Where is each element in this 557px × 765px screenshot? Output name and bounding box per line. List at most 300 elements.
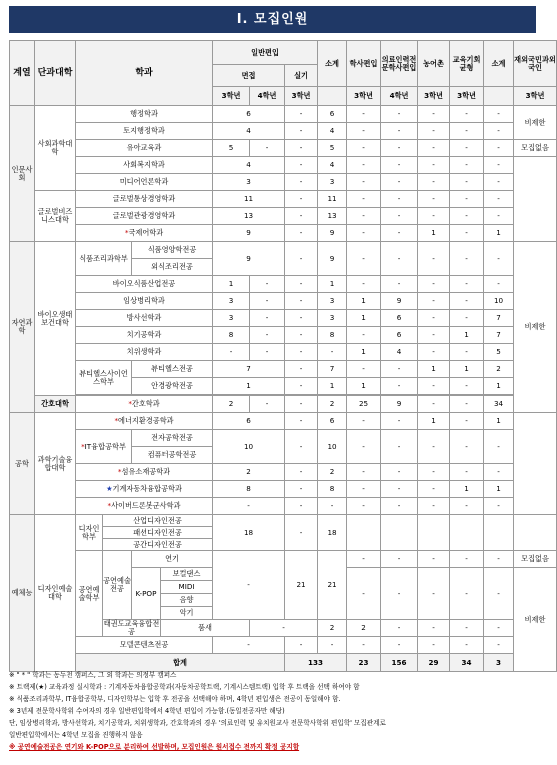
table-cell: 3 xyxy=(318,174,347,191)
table-cell: - xyxy=(381,242,418,276)
dept-cell: 글로벌통상경영학과 xyxy=(76,191,213,208)
table-cell: - xyxy=(213,498,285,515)
table-cell: 2 xyxy=(347,620,381,637)
table-cell: - xyxy=(484,498,514,515)
page-title: Ⅰ. 모집인원 xyxy=(9,6,536,33)
header-danggwa: 단과대학 xyxy=(35,41,76,106)
table-cell: - xyxy=(285,140,318,157)
major-cell: 공간디자인전공 xyxy=(103,539,213,551)
table-cell: 2 xyxy=(318,464,347,481)
table-cell: - xyxy=(347,157,381,174)
table-cell: 7 xyxy=(484,327,514,344)
table-cell: 3 xyxy=(318,310,347,327)
table-cell: - xyxy=(450,106,484,123)
table-cell: 18 xyxy=(318,515,347,551)
table-cell: 3 xyxy=(318,293,347,310)
table-cell: 1 xyxy=(418,361,450,378)
category-cell: 공학 xyxy=(10,413,35,515)
college-cell: 바이오생태보건대학 xyxy=(35,242,76,396)
table-cell: 9 xyxy=(213,242,285,276)
table-cell: 9 xyxy=(213,225,285,242)
table-cell: - xyxy=(285,413,318,430)
table-cell: 18 xyxy=(213,515,285,551)
table-cell: MIDI xyxy=(161,581,213,594)
table-cell: - xyxy=(347,568,381,620)
table-cell: 4 xyxy=(318,123,347,140)
table-cell: 연기 xyxy=(132,551,213,568)
header-gyeyeol: 계열 xyxy=(10,41,35,106)
table-cell: - xyxy=(418,276,450,293)
table-cell: 7 xyxy=(484,310,514,327)
table-cell: - xyxy=(250,310,285,327)
table-cell: - xyxy=(381,551,418,568)
table-cell: - xyxy=(450,242,484,276)
table-cell: - xyxy=(250,276,285,293)
note-line: ※ " * " 학과는 동두천 캠퍼스, 그 외 학과는 의정부 캠퍼스 xyxy=(9,671,177,679)
table-cell: - xyxy=(381,481,418,498)
header-sogye-blank xyxy=(318,87,347,106)
table-cell: 1 xyxy=(450,481,484,498)
table-cell: - xyxy=(450,293,484,310)
table-cell: - xyxy=(484,276,514,293)
note-cell: 비제한 xyxy=(514,568,557,672)
table-cell: - xyxy=(285,293,318,310)
table-cell: - xyxy=(381,106,418,123)
table-cell: 2 xyxy=(213,396,250,413)
total-value: 29 xyxy=(418,654,450,672)
table-cell: - xyxy=(347,276,381,293)
table-cell: - xyxy=(285,344,318,361)
header-y3: 3학년 xyxy=(514,87,557,106)
table-cell: 3 xyxy=(213,293,250,310)
table-cell: - xyxy=(347,481,381,498)
table-cell: 4 xyxy=(318,157,347,174)
table-cell: - xyxy=(418,620,450,637)
table-cell: - xyxy=(285,498,318,515)
major-cell: 패션디자인전공 xyxy=(103,527,213,539)
table-cell: - xyxy=(250,140,285,157)
table-cell: 1 xyxy=(450,361,484,378)
header-y3: 3학년 xyxy=(285,87,318,106)
table-cell: - xyxy=(418,310,450,327)
table-cell: 21 xyxy=(285,551,318,620)
table-cell: 6 xyxy=(318,106,347,123)
table-cell: 3 xyxy=(213,310,250,327)
table-cell: - xyxy=(381,191,418,208)
total-label: 합계 xyxy=(76,654,285,672)
table-cell: - xyxy=(484,106,514,123)
table-cell: - xyxy=(285,396,318,413)
table-cell: 1 xyxy=(347,344,381,361)
table-cell: - xyxy=(418,378,450,395)
table-cell: - xyxy=(250,327,285,344)
table-cell: - xyxy=(347,361,381,378)
table-cell: 4 xyxy=(213,157,285,174)
header-sogye-blank xyxy=(484,87,514,106)
table-cell: 13 xyxy=(318,208,347,225)
table-cell xyxy=(381,515,418,551)
header-sogye: 소계 xyxy=(318,41,347,87)
table-cell: 21 xyxy=(318,551,347,620)
table-cell: - xyxy=(450,276,484,293)
table-cell: 6 xyxy=(381,310,418,327)
table-cell: - xyxy=(484,174,514,191)
table-cell: - xyxy=(381,361,418,378)
table-cell: 9 xyxy=(381,396,418,413)
table-cell: - xyxy=(484,551,514,568)
dept-cell: 모델콘텐츠전공 xyxy=(76,637,213,654)
table-cell: - xyxy=(418,106,450,123)
header-hakgwa: 학과 xyxy=(76,41,213,106)
note-cell: 비제한 xyxy=(514,242,557,413)
table-cell: - xyxy=(450,208,484,225)
table-cell: - xyxy=(381,157,418,174)
table-cell: - xyxy=(381,225,418,242)
table-cell: - xyxy=(418,396,450,413)
college-cell: 글로벌비즈니스대학 xyxy=(35,191,76,242)
table-cell: - xyxy=(213,637,285,654)
table-cell: 8 xyxy=(213,327,250,344)
table-cell: - xyxy=(484,464,514,481)
table-cell: 5 xyxy=(318,140,347,157)
table-cell: 6 xyxy=(381,327,418,344)
table-cell: 4 xyxy=(213,123,285,140)
table-cell: - xyxy=(285,123,318,140)
header-y4: 4학년 xyxy=(250,87,285,106)
table-cell: - xyxy=(450,430,484,464)
category-cell: 자연과학 xyxy=(10,242,35,413)
major-cell: 식품영양학전공 xyxy=(132,242,213,259)
table-cell: - xyxy=(381,430,418,464)
table-cell: - xyxy=(450,191,484,208)
table-cell: - xyxy=(285,242,318,276)
dept-cell: *국제어학과 xyxy=(76,225,213,242)
table-cell: 2 xyxy=(484,361,514,378)
table-cell: - xyxy=(381,498,418,515)
table-cell: 음향 xyxy=(161,594,213,607)
table-cell: - xyxy=(318,637,347,654)
dept-cell: 치기공학과 xyxy=(76,327,213,344)
table-cell: 7 xyxy=(318,361,347,378)
table-cell: - xyxy=(347,637,381,654)
table-cell: - xyxy=(381,208,418,225)
table-cell: - xyxy=(250,344,285,361)
table-cell: - xyxy=(418,498,450,515)
total-value: 34 xyxy=(450,654,484,672)
table-cell: 2 xyxy=(213,464,285,481)
table-cell: - xyxy=(418,327,450,344)
table-cell: - xyxy=(250,293,285,310)
table-cell: - xyxy=(347,106,381,123)
header-y4: 4학년 xyxy=(381,87,418,106)
dept-cell: 치위생학과 xyxy=(76,344,213,361)
table-cell: 11 xyxy=(213,191,285,208)
dept-cell: 글로벌관광경영학과 xyxy=(76,208,213,225)
table-cell: K-POP xyxy=(132,568,161,620)
table-cell: 1 xyxy=(213,378,285,395)
table-cell: - xyxy=(285,430,318,464)
table-cell: 25 xyxy=(347,396,381,413)
table-cell: 악기 xyxy=(161,607,213,620)
dept-cell: *IT융합공학부 xyxy=(76,430,132,464)
table-cell: 8 xyxy=(318,327,347,344)
header-y3: 3학년 xyxy=(450,87,484,106)
table-cell: - xyxy=(381,123,418,140)
table-cell: - xyxy=(418,637,450,654)
table-cell: - xyxy=(347,208,381,225)
table-cell: - xyxy=(418,157,450,174)
table-cell: 4 xyxy=(381,344,418,361)
dept-cell: 디자인학부 xyxy=(76,515,103,551)
table-cell: - xyxy=(381,568,418,620)
category-cell: 인문사회 xyxy=(10,106,35,242)
major-cell: 공연예술전공 xyxy=(103,551,132,620)
table-cell: - xyxy=(285,276,318,293)
college-cell: 사회과학대학 xyxy=(35,106,76,191)
table-cell: 8 xyxy=(318,481,347,498)
table-cell: - xyxy=(347,242,381,276)
table-cell: - xyxy=(484,140,514,157)
table-cell: - xyxy=(347,551,381,568)
table-cell: - xyxy=(250,396,285,413)
header-uiryo: 의료인력전문학사편입 xyxy=(381,41,418,87)
table-cell: - xyxy=(347,174,381,191)
total-value: 3 xyxy=(484,654,514,672)
table-cell: - xyxy=(450,174,484,191)
table-cell: - xyxy=(450,344,484,361)
table-cell: 5 xyxy=(484,344,514,361)
major-cell: 안경광학전공 xyxy=(132,378,213,395)
table-cell: - xyxy=(450,551,484,568)
table-cell: - xyxy=(347,191,381,208)
table-cell: - xyxy=(450,310,484,327)
note-line: 단, 임상병리학과, 방사선학과, 치기공학과, 치위생학과, 간호학과의 경우 '의료인력 및 유치원교사 전문학사학위 편입학' 모집관계로 xyxy=(9,719,386,727)
table-cell: 6 xyxy=(213,413,285,430)
table-cell: - xyxy=(285,157,318,174)
table-cell: - xyxy=(450,498,484,515)
note-cell xyxy=(514,413,557,515)
table-cell: - xyxy=(347,413,381,430)
table-cell: 34 xyxy=(484,396,514,413)
table-cell: - xyxy=(418,208,450,225)
table-cell: - xyxy=(484,242,514,276)
table-cell: 1 xyxy=(450,327,484,344)
dept-cell: 식품조리과학부 xyxy=(76,242,132,276)
table-cell: - xyxy=(450,637,484,654)
note-line: ※ 트랙제(★) 교육과정 실시학과 : 기계자동차융합공학과(자동차공학트랙, 기계시스템트랙) 입학 후 트랙을 선택 하여야 함 xyxy=(9,683,360,691)
table-cell: - xyxy=(381,464,418,481)
table-cell: 11 xyxy=(318,191,347,208)
table-cell: 6 xyxy=(318,413,347,430)
table-cell: 1 xyxy=(484,378,514,395)
table-cell: - xyxy=(250,620,318,637)
table-cell: - xyxy=(381,276,418,293)
table-cell: 9 xyxy=(381,293,418,310)
table-cell: 1 xyxy=(213,276,250,293)
table-cell: - xyxy=(285,174,318,191)
table-cell: - xyxy=(285,464,318,481)
table-cell: - xyxy=(347,430,381,464)
table-cell: - xyxy=(418,174,450,191)
table-cell: - xyxy=(285,481,318,498)
table-cell: - xyxy=(381,620,418,637)
dept-cell: 바이오식품산업전공 xyxy=(76,276,213,293)
table-cell: - xyxy=(318,344,347,361)
total-value: 156 xyxy=(381,654,418,672)
table-cell: 2 xyxy=(318,620,347,637)
major-cell: 컴퓨터공학전공 xyxy=(132,447,213,464)
note-cell: 모집없음 xyxy=(514,551,557,568)
recruitment-table xyxy=(9,40,557,672)
header-y3: 3학년 xyxy=(213,87,250,106)
header-sogye2: 소계 xyxy=(484,41,514,87)
table-cell: - xyxy=(285,191,318,208)
major-cell: 뷰티헬스전공 xyxy=(132,361,213,378)
header-ilban: 일반편입 xyxy=(213,41,318,65)
table-cell: - xyxy=(285,208,318,225)
dept-cell: *간호학과 xyxy=(76,396,213,413)
table-cell: 보컬댄스 xyxy=(161,568,213,581)
table-cell: - xyxy=(450,568,484,620)
notes xyxy=(9,669,539,753)
table-cell: - xyxy=(450,225,484,242)
table-cell: 3 xyxy=(213,174,285,191)
table-cell xyxy=(347,515,381,551)
table-cell: - xyxy=(381,637,418,654)
note-line-highlight: ※ 공연예술전공은 연기와 K-POP으로 분리하여 선발하며, 모집인원은 원서접수 전까지 확정 공지함 xyxy=(9,743,300,751)
note-cell: 비제한 xyxy=(514,106,557,140)
table-cell: - xyxy=(418,481,450,498)
table-cell: - xyxy=(450,464,484,481)
table-cell: - xyxy=(381,174,418,191)
dept-cell: 방사선학과 xyxy=(76,310,213,327)
table-cell: 1 xyxy=(484,413,514,430)
table-cell: 6 xyxy=(213,106,285,123)
table-cell: - xyxy=(418,430,450,464)
table-cell: - xyxy=(418,464,450,481)
category-cell: 예체능 xyxy=(10,515,35,672)
table-cell: 2 xyxy=(318,396,347,413)
dept-cell: ★기계자동차융합공학과 xyxy=(76,481,213,498)
college-cell: 간호대학 xyxy=(35,396,76,413)
major-cell: 산업디자인전공 xyxy=(103,515,213,527)
table-cell: - xyxy=(450,396,484,413)
table-cell: 9 xyxy=(318,225,347,242)
table-cell xyxy=(450,515,484,551)
table-cell: - xyxy=(347,140,381,157)
table-cell: - xyxy=(484,637,514,654)
table-cell: - xyxy=(285,225,318,242)
table-cell: 10 xyxy=(318,430,347,464)
dept-cell: *사이버드론봇군사학과 xyxy=(76,498,213,515)
table-cell: - xyxy=(347,123,381,140)
table-cell: 1 xyxy=(418,225,450,242)
table-cell: - xyxy=(381,413,418,430)
college-cell: 과학기술융합대학 xyxy=(35,413,76,515)
dept-cell: *에너지환경공학과 xyxy=(76,413,213,430)
header-gyoyuk: 교육기회균형 xyxy=(450,41,484,87)
table-cell: - xyxy=(484,620,514,637)
note-cell xyxy=(514,515,557,551)
table-cell: - xyxy=(450,378,484,395)
table-cell: 10 xyxy=(484,293,514,310)
table-cell: 13 xyxy=(213,208,285,225)
table-cell: - xyxy=(418,551,450,568)
table-cell xyxy=(418,515,450,551)
table-cell: - xyxy=(347,225,381,242)
table-cell: - xyxy=(418,293,450,310)
table-cell: - xyxy=(484,430,514,464)
table-cell: 1 xyxy=(347,378,381,395)
dept-cell: 임상병리학과 xyxy=(76,293,213,310)
table-cell: - xyxy=(347,464,381,481)
dept-cell: 미디어언론학과 xyxy=(76,174,213,191)
note-line: ※ 식품조리과학부, IT융합공학부, 디자인학부는 입학 후 전공을 선택해야 하며, 4학년 편입생은 전공이 동일해야 함. xyxy=(9,695,341,703)
major-cell: 외식조리전공 xyxy=(132,259,213,276)
table-cell: - xyxy=(285,515,318,551)
table-cell: 1 xyxy=(347,310,381,327)
table-cell: - xyxy=(450,123,484,140)
table-cell: - xyxy=(418,191,450,208)
table-cell: 9 xyxy=(318,242,347,276)
table-cell: - xyxy=(285,378,318,395)
table-cell: - xyxy=(450,620,484,637)
note-cell xyxy=(514,157,557,242)
note-line: ※ 3년제 전문학사학위 수여자의 경우 일반편입학에서 4학년 편입이 가능함.(동일전공자만 해당) xyxy=(9,707,285,715)
total-value: 23 xyxy=(347,654,381,672)
table-cell: 1 xyxy=(318,276,347,293)
major-cell: 전자공학전공 xyxy=(132,430,213,447)
note-cell: 모집없음 xyxy=(514,140,557,157)
table-cell: 7 xyxy=(213,361,285,378)
table-cell: - xyxy=(213,551,285,620)
table-cell: - xyxy=(285,361,318,378)
table-cell: - xyxy=(418,344,450,361)
table-cell xyxy=(484,515,514,551)
table-cell: - xyxy=(347,498,381,515)
table-cell: 1 xyxy=(484,225,514,242)
table-cell: 1 xyxy=(347,293,381,310)
header-myeonjeop: 면접 xyxy=(213,65,285,87)
header-haksa: 학사편입 xyxy=(347,41,381,87)
table-cell: - xyxy=(484,191,514,208)
table-cell: 1 xyxy=(318,378,347,395)
table-cell: - xyxy=(285,327,318,344)
table-cell: - xyxy=(418,568,450,620)
college-cell: 디자인예술대학 xyxy=(35,515,76,672)
dept-cell: 태권도교육융합전공 xyxy=(103,619,160,636)
table-cell: - xyxy=(381,140,418,157)
table-cell: 8 xyxy=(213,481,285,498)
table-cell: - xyxy=(213,344,250,361)
table-cell: - xyxy=(418,140,450,157)
table-cell: 5 xyxy=(213,140,250,157)
total-value: 133 xyxy=(285,654,347,672)
table-cell: - xyxy=(484,157,514,174)
dept-cell: 사회복지학과 xyxy=(76,157,213,174)
header-nongeocheon: 농어촌 xyxy=(418,41,450,87)
table-cell: - xyxy=(484,568,514,620)
dept-cell: 토지행정학과 xyxy=(76,123,213,140)
table-cell: - xyxy=(450,140,484,157)
table-cell: - xyxy=(418,123,450,140)
table-cell: - xyxy=(285,310,318,327)
table-cell: 10 xyxy=(213,430,285,464)
table-cell: - xyxy=(418,242,450,276)
dept-cell: 행정학과 xyxy=(76,106,213,123)
note-line: 일반편입학에서는 4학년 모집을 진행하지 않음 xyxy=(9,731,143,739)
dept-cell: 유아교육과 xyxy=(76,140,213,157)
